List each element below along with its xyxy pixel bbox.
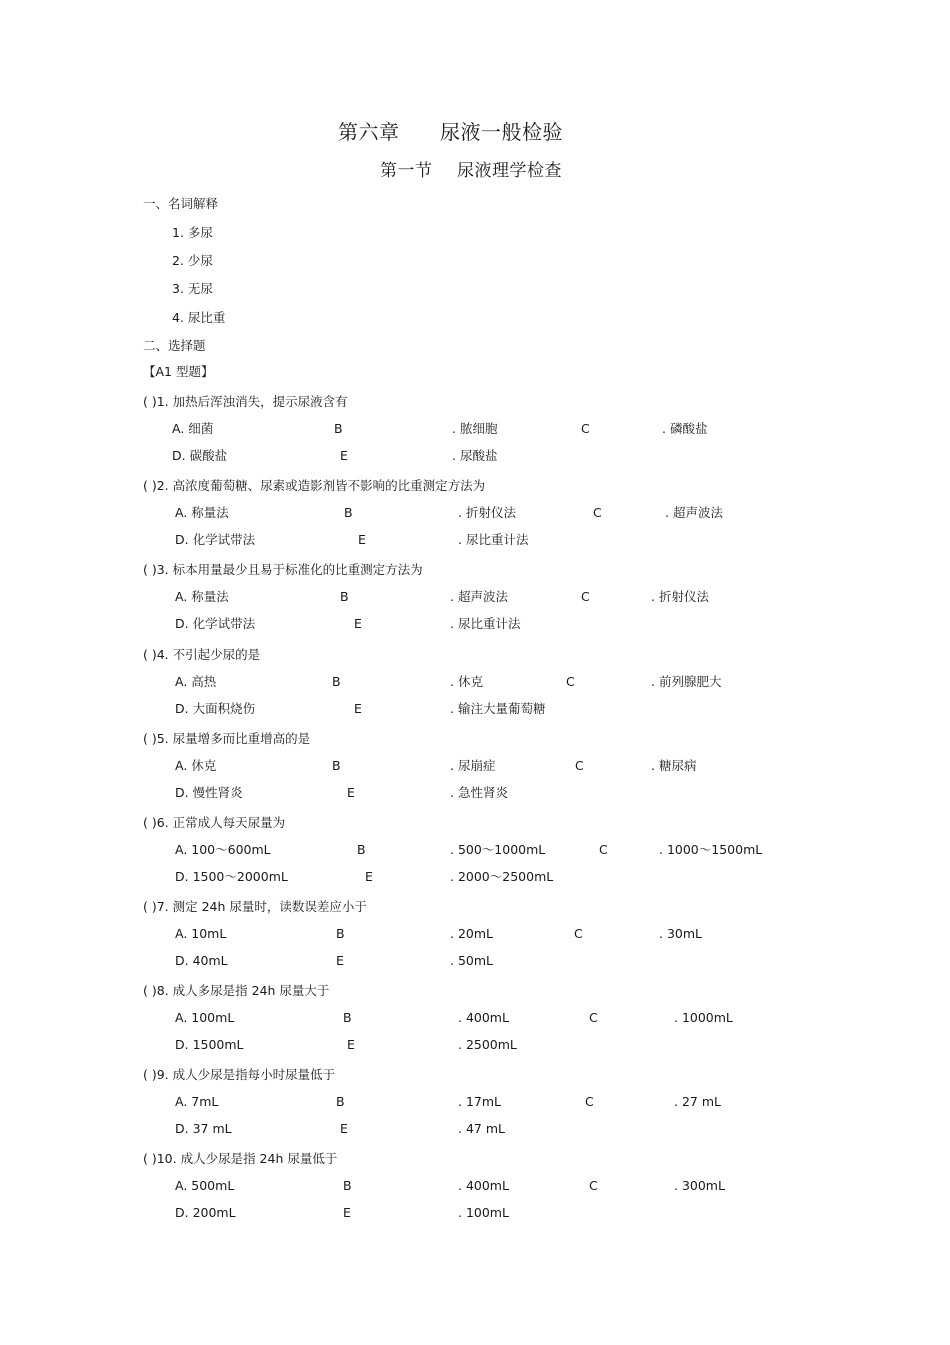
question-stem: ( )1. 加热后浑浊消失，提示尿液含有: [143, 394, 348, 409]
term-item: 4. 尿比重: [172, 310, 226, 325]
option-e-letter: E: [343, 1205, 351, 1220]
option-a: A. 称量法: [175, 505, 229, 520]
option-b-text: . 尿崩症: [450, 758, 496, 773]
option-d: D. 37 mL: [175, 1121, 232, 1136]
option-a: A. 500mL: [175, 1178, 235, 1193]
option-b-letter: B: [357, 842, 366, 857]
option-c-text: . 1000～1500mL: [659, 842, 763, 857]
option-c-letter: C: [589, 1010, 598, 1025]
option-b-letter: B: [332, 674, 341, 689]
option-c-text: . 前列腺肥大: [651, 674, 722, 689]
option-e-letter: E: [354, 616, 362, 631]
option-a: A. 称量法: [175, 589, 229, 604]
option-b-letter: B: [336, 926, 345, 941]
option-a: A. 休克: [175, 758, 217, 773]
option-c-letter: C: [593, 505, 602, 520]
option-d: D. 慢性肾炎: [175, 785, 243, 800]
option-c-letter: C: [581, 421, 590, 436]
term-item: 3. 无尿: [172, 281, 213, 296]
question-stem: ( )7. 测定 24h 尿量时，读数误差应小于: [143, 899, 367, 914]
option-a: A. 高热: [175, 674, 217, 689]
option-d: D. 1500～2000mL: [175, 869, 288, 884]
option-a: A. 10mL: [175, 926, 227, 941]
question-stem: ( )3. 标本用量最少且易于标准化的比重测定方法为: [143, 562, 423, 577]
option-e-text: . 50mL: [450, 953, 493, 968]
option-b-text: . 500～1000mL: [450, 842, 546, 857]
option-e-letter: E: [354, 701, 362, 716]
option-a: A. 100～600mL: [175, 842, 271, 857]
option-e-letter: E: [340, 448, 348, 463]
option-c-letter: C: [585, 1094, 594, 1109]
option-b-text: . 400mL: [458, 1010, 509, 1025]
term-item: 2. 少尿: [172, 253, 213, 268]
question-stem: ( )8. 成人多尿是指 24h 尿量大于: [143, 983, 330, 998]
option-a: A. 100mL: [175, 1010, 235, 1025]
option-b-text: . 脓细胞: [452, 421, 498, 436]
option-d: D. 40mL: [175, 953, 228, 968]
option-a: A. 7mL: [175, 1094, 219, 1109]
option-b-letter: B: [343, 1010, 352, 1025]
option-d: D. 化学试带法: [175, 532, 256, 547]
option-b-letter: B: [344, 505, 353, 520]
section-number: 第一节: [380, 161, 433, 181]
option-c-letter: C: [599, 842, 608, 857]
option-c-letter: C: [589, 1178, 598, 1193]
option-b-letter: B: [336, 1094, 345, 1109]
option-e-text: . 47 mL: [458, 1121, 505, 1136]
option-b-text: . 超声波法: [450, 589, 508, 604]
chapter-title: 尿液一般检验: [440, 120, 563, 144]
option-c-letter: C: [575, 758, 584, 773]
option-d: D. 200mL: [175, 1205, 236, 1220]
part1-heading: 一、名词解释: [143, 196, 219, 211]
option-c-text: . 超声波法: [665, 505, 723, 520]
option-c-letter: C: [566, 674, 575, 689]
option-c-text: . 27 mL: [674, 1094, 721, 1109]
option-c-text: . 折射仪法: [651, 589, 709, 604]
section-title: 尿液理学检查: [457, 161, 562, 181]
option-b-text: . 17mL: [458, 1094, 501, 1109]
option-b-letter: B: [343, 1178, 352, 1193]
option-e-text: . 急性肾炎: [450, 785, 508, 800]
option-b-text: . 休克: [450, 674, 483, 689]
question-stem: ( )5. 尿量增多而比重增高的是: [143, 731, 311, 746]
option-e-text: . 输注大量葡萄糖: [450, 701, 546, 716]
question-stem: ( )4. 不引起少尿的是: [143, 647, 261, 662]
option-a: A. 细菌: [172, 421, 214, 436]
question-stem: ( )2. 高浓度葡萄糖、尿素或造影剂皆不影响的比重测定方法为: [143, 478, 486, 493]
part2-heading: 二、选择题: [143, 338, 206, 353]
question-type-heading: 【A1 型题】: [143, 364, 214, 379]
option-b-letter: B: [334, 421, 343, 436]
option-c-text: . 糖尿病: [651, 758, 697, 773]
option-c-text: . 300mL: [674, 1178, 725, 1193]
option-e-letter: E: [340, 1121, 348, 1136]
term-item: 1. 多尿: [172, 225, 213, 240]
option-b-text: . 折射仪法: [458, 505, 516, 520]
option-e-letter: E: [336, 953, 344, 968]
option-c-letter: C: [574, 926, 583, 941]
option-e-text: . 尿比重计法: [458, 532, 529, 547]
option-b-letter: B: [332, 758, 341, 773]
option-d: D. 1500mL: [175, 1037, 244, 1052]
question-stem: ( )9. 成人少尿是指每小时尿量低于: [143, 1067, 336, 1082]
option-e-letter: E: [347, 1037, 355, 1052]
option-c-text: . 30mL: [659, 926, 702, 941]
option-d: D. 碳酸盐: [172, 448, 228, 463]
option-c-letter: C: [581, 589, 590, 604]
question-stem: ( )6. 正常成人每天尿量为: [143, 815, 286, 830]
option-c-text: . 磷酸盐: [662, 421, 708, 436]
option-e-text: . 尿酸盐: [452, 448, 498, 463]
option-e-text: . 100mL: [458, 1205, 509, 1220]
option-d: D. 大面积烧伤: [175, 701, 256, 716]
option-b-text: . 400mL: [458, 1178, 509, 1193]
option-d: D. 化学试带法: [175, 616, 256, 631]
option-e-text: . 2500mL: [458, 1037, 517, 1052]
option-e-letter: E: [347, 785, 355, 800]
question-stem: ( )10. 成人少尿是指 24h 尿量低于: [143, 1151, 338, 1166]
option-b-text: . 20mL: [450, 926, 493, 941]
chapter-number: 第六章: [338, 120, 400, 144]
option-c-text: . 1000mL: [674, 1010, 733, 1025]
option-e-text: . 尿比重计法: [450, 616, 521, 631]
option-e-letter: E: [365, 869, 373, 884]
option-e-text: . 2000～2500mL: [450, 869, 554, 884]
option-b-letter: B: [340, 589, 349, 604]
option-e-letter: E: [358, 532, 366, 547]
